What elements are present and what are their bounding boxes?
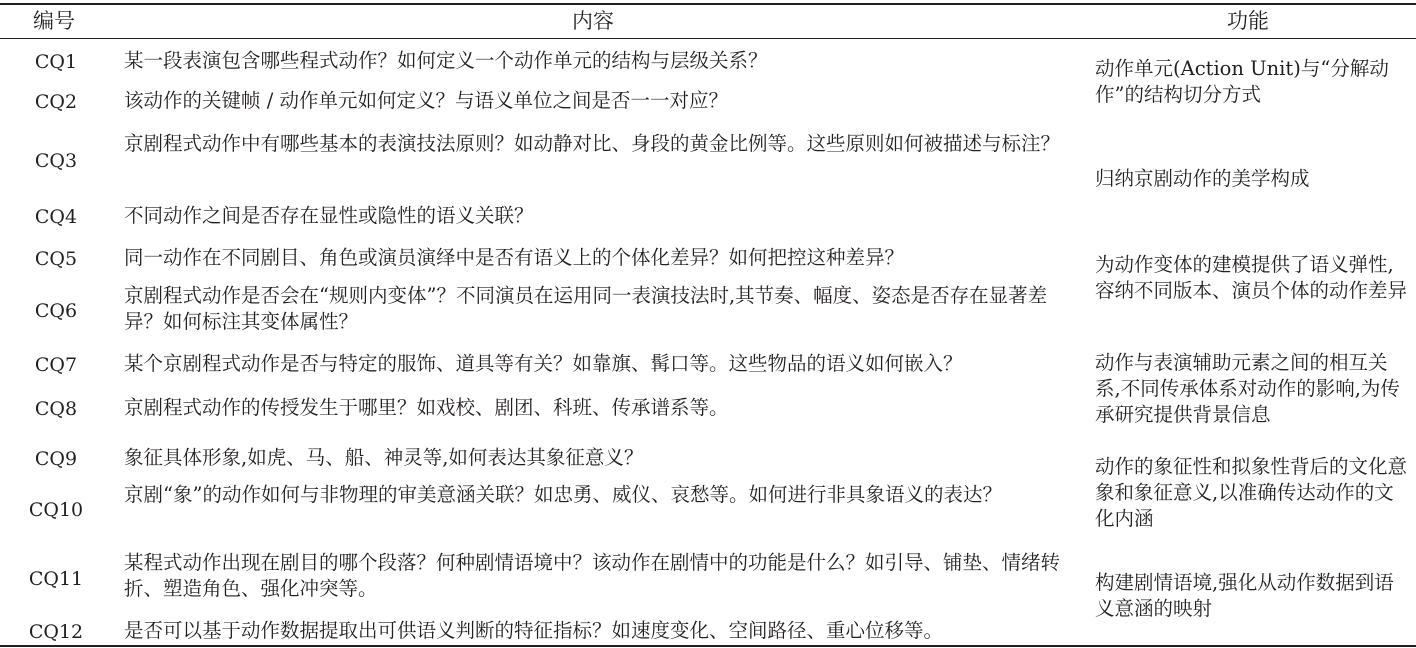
- table-header-rule: [0, 38, 1416, 39]
- row-content: 京剧程式动作的传授发生于哪里？如戏校、剧团、科班、传承谱系等。: [124, 396, 729, 419]
- row-content: 某个京剧程式动作是否与特定的服饰、道具等有关？如靠旗、髯口等。这些物品的语义如何嵌入？: [124, 352, 963, 375]
- row-code: CQ5: [34, 248, 78, 270]
- row-content: 该动作的关键帧 / 动作单元如何定义？与语义单位之间是否一一对应？: [124, 89, 728, 112]
- table-bottom-rule: [0, 645, 1416, 647]
- row-content: 象征具体形象,如虎、马、船、神灵等,如何表达其象征意义？: [124, 446, 644, 469]
- row-code: CQ11: [28, 568, 84, 590]
- row-content: 同一动作在不同剧目、角色或演员演绎中是否有语义上的个体化差异？如何把控这种差异？: [124, 246, 905, 269]
- row-content: 不同动作之间是否存在显性或隐性的语义关联？: [124, 204, 534, 227]
- row-code: CQ1: [34, 51, 78, 73]
- row-code: CQ8: [34, 398, 78, 420]
- function-cell: 为动作变体的建模提供了语义弹性,容纳不同版本、演员个体的动作差异: [1095, 253, 1408, 302]
- row-content: 京剧程式动作是否会在“规则内变体”？不同演员在运用同一表演技法时,其节奏、幅度、姿态是否存在显著差异？如何标注其变体属性？: [124, 284, 1048, 333]
- row-content: 某一段表演包含哪些程式动作？如何定义一个动作单元的结构与层级关系？: [124, 49, 768, 72]
- row-code: CQ3: [34, 150, 78, 172]
- row-code: CQ2: [34, 91, 78, 113]
- row-code: CQ12: [28, 621, 84, 643]
- row-code: CQ4: [34, 206, 78, 228]
- row-content: 是否可以基于动作数据提取出可供语义判断的特征指标？如速度变化、空间路径、重心位移等。: [124, 619, 944, 642]
- header-function: 功能: [1227, 9, 1269, 33]
- function-cell: 动作与表演辅助元素之间的相互关系,不同传承体系对动作的影响,为传承研究提供背景信息: [1095, 351, 1400, 426]
- row-code: CQ10: [28, 499, 84, 521]
- row-code: CQ9: [34, 448, 78, 470]
- row-content: 京剧程式动作中有哪些基本的表演技法原则？如动静对比、身段的黄金比例等。这些原则如何被描述与标注？: [124, 132, 1061, 155]
- header-content: 内容: [572, 9, 614, 33]
- row-code: CQ7: [34, 354, 78, 376]
- row-code: CQ6: [34, 300, 78, 322]
- function-cell: 动作的象征性和拟象性背后的文化意象和象征意义,以准确传达动作的文化内涵: [1095, 455, 1408, 530]
- function-cell: 构建剧情语境,强化从动作数据到语义意涵的映射: [1095, 571, 1394, 620]
- row-content: 某程式动作出现在剧目的哪个段落？何种剧情语境中？该动作在剧情中的功能是什么？如引导、铺垫、情绪转折、塑造角色、强化冲突等。: [124, 551, 1061, 600]
- table-top-rule: [0, 3, 1416, 5]
- header-code: 编号: [33, 9, 75, 33]
- function-cell: 归纳京剧动作的美学构成: [1095, 167, 1310, 190]
- function-cell: 动作单元(Action Unit)与“分解动作”的结构切分方式: [1095, 57, 1389, 106]
- row-content: 京剧“象”的动作如何与非物理的审美意涵关联？如忠勇、威仪、哀愁等。如何进行非具象语义的表达？: [124, 483, 1002, 506]
